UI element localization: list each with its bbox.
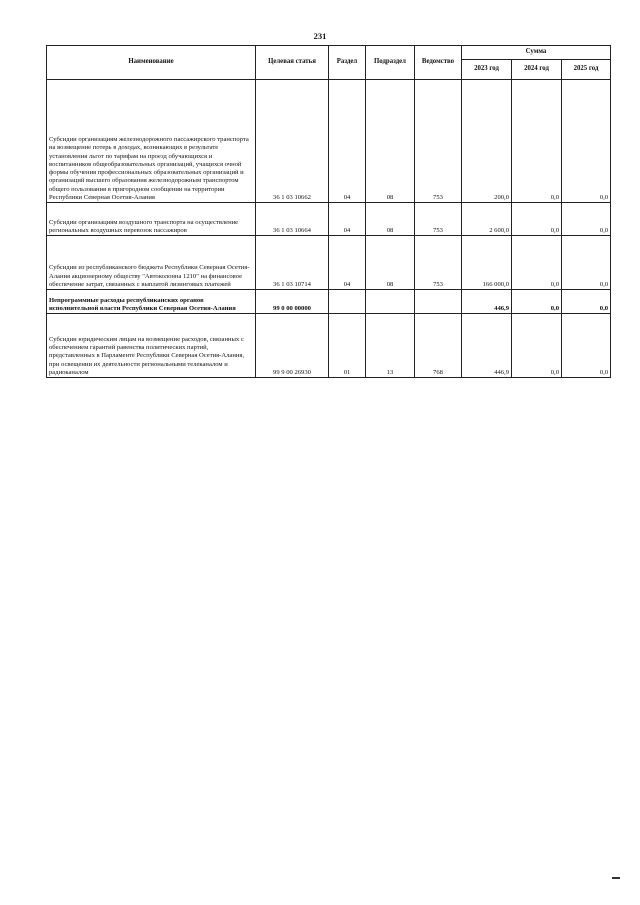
- row-amount-2025: 0,0: [562, 80, 611, 203]
- page-number: 231: [313, 31, 327, 41]
- table-row: [47, 290, 611, 314]
- row-article: 36 1 03 10662: [256, 80, 329, 203]
- row-subsection: 08: [366, 80, 415, 203]
- row-section: 04: [329, 203, 366, 236]
- row-amount-2023: 200,0: [462, 80, 512, 203]
- budget-table: [46, 45, 611, 378]
- row-department: 753: [415, 236, 462, 290]
- scan-margin-mark: [612, 877, 620, 879]
- header-name: Наименование: [47, 46, 256, 80]
- header-year-2024: 2024 год: [512, 60, 562, 80]
- header-section: Раздел: [329, 46, 366, 80]
- row-name: Субсидии юридическим лицам на возмещение расходов, связанных с обеспечением гарантий равенства политических партий, представленных в Парламенте Республики Северная Осетия-Алания, при освещении их деятельности региональными телеканалом и радиоканалом: [47, 314, 256, 378]
- row-article: 99 0 00 00000: [256, 290, 329, 314]
- row-department: 768: [415, 314, 462, 378]
- header-year-2025: 2025 год: [562, 60, 611, 80]
- row-subsection: 08: [366, 203, 415, 236]
- row-amount-2024: 0,0: [512, 80, 562, 203]
- row-amount-2025: 0,0: [562, 236, 611, 290]
- row-name: Субсидии организациям воздушного транспорта на осуществление региональных воздушных перевозок пассажиров: [47, 203, 256, 236]
- header-sum: Сумма: [462, 46, 611, 60]
- table-row: [47, 236, 611, 290]
- row-amount-2024: 0,0: [512, 203, 562, 236]
- row-name: Субсидии из республиканского бюджета Республики Северная Осетия-Алания акционерному обществу "Автоколонна 1210" на финансовое обеспечение затрат, связанных с выплатой лизинговых платежей: [47, 236, 256, 290]
- row-article: 99 9 00 26930: [256, 314, 329, 378]
- row-name: Непрограммные расходы республиканских органов исполнительной власти Республики Северная Осетия-Алания: [47, 290, 256, 314]
- row-section: 01: [329, 314, 366, 378]
- header-target-article: Целевая статья: [256, 46, 329, 80]
- header-year-2023: 2023 год: [462, 60, 512, 80]
- row-subsection: 13: [366, 314, 415, 378]
- row-article: 36 1 03 10664: [256, 203, 329, 236]
- row-amount-2023: 2 600,0: [462, 203, 512, 236]
- row-amount-2023: 166 000,0: [462, 236, 512, 290]
- row-name: Субсидии организациям железнодорожного пассажирского транспорта на возмещение потерь в доходах, возникающих в результате установления льгот по тарифам на проезд обучающихся и воспитанников общеобразовательных организаций, учащихся очной формы обучения профессиональных образовательных организаций и организаций высшего образования железнодорожным транспортом общего пользования в пригородном сообщении на территории Республики Северная Осетия-Алания: [47, 80, 256, 203]
- header-row-top: [47, 46, 611, 60]
- header-subsection: Подраздел: [366, 46, 415, 80]
- row-section: 04: [329, 236, 366, 290]
- row-subsection: 08: [366, 236, 415, 290]
- row-amount-2023: 446,9: [462, 290, 512, 314]
- row-section: 04: [329, 80, 366, 203]
- row-amount-2025: 0,0: [562, 203, 611, 236]
- row-department: [415, 290, 462, 314]
- row-department: 753: [415, 203, 462, 236]
- header-department: Ведомство: [415, 46, 462, 80]
- row-subsection: [366, 290, 415, 314]
- row-amount-2024: 0,0: [512, 290, 562, 314]
- row-amount-2023: 446,9: [462, 314, 512, 378]
- table-row: [47, 203, 611, 236]
- row-amount-2024: 0,0: [512, 314, 562, 378]
- table-row: [47, 80, 611, 203]
- row-amount-2025: 0,0: [562, 314, 611, 378]
- row-article: 36 1 03 10714: [256, 236, 329, 290]
- table-row: [47, 314, 611, 378]
- row-amount-2025: 0,0: [562, 290, 611, 314]
- row-amount-2024: 0,0: [512, 236, 562, 290]
- row-department: 753: [415, 80, 462, 203]
- row-section: [329, 290, 366, 314]
